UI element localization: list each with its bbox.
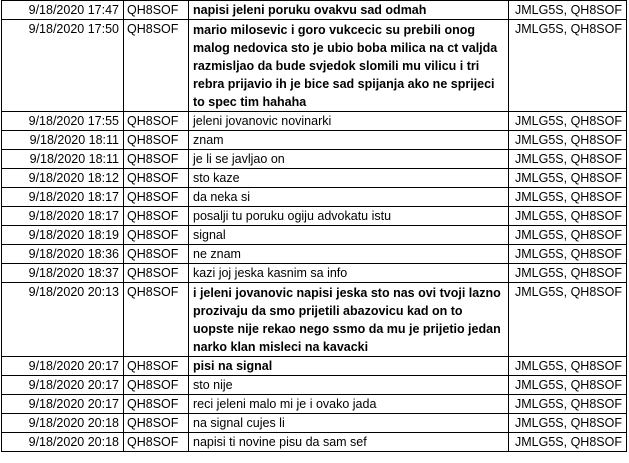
table-row: [2, 376, 627, 395]
message-cell: mario milosevic i goro vukcecic su prebili onog malog nedovica sto je ubio boba milica na ct valjda razmisljao da bude svjedok slomili mu vilicu i tri rebra prijavio ih je bice sad spijanja ako ne sprijeci to spec tim hahaha: [189, 20, 509, 112]
message-cell: sto kaze: [189, 169, 509, 188]
message-cell: posalji tu poruku ogiju advokatu istu: [189, 207, 509, 226]
recipients-cell: JMLG5S, QH8SOF: [509, 131, 627, 150]
recipients-cell: JMLG5S, QH8SOF: [509, 150, 627, 169]
table-row: [2, 283, 627, 357]
sender-cell: QH8SOF: [124, 20, 189, 112]
table-row: [2, 414, 627, 433]
recipients-cell: JMLG5S, QH8SOF: [509, 376, 627, 395]
table-row: [2, 245, 627, 264]
table-row: [2, 433, 627, 452]
timestamp-cell: 9/18/2020 20:18: [2, 433, 124, 452]
message-cell: kazi joj jeska kasnim sa info: [189, 264, 509, 283]
sender-cell: QH8SOF: [124, 245, 189, 264]
timestamp-cell: 9/18/2020 17:47: [2, 1, 124, 20]
table-row: [2, 395, 627, 414]
timestamp-cell: 9/18/2020 18:17: [2, 207, 124, 226]
sender-cell: QH8SOF: [124, 112, 189, 131]
timestamp-cell: 9/18/2020 17:55: [2, 112, 124, 131]
table-row: [2, 1, 627, 20]
sender-cell: QH8SOF: [124, 264, 189, 283]
sender-cell: QH8SOF: [124, 131, 189, 150]
recipients-cell: JMLG5S, QH8SOF: [509, 188, 627, 207]
recipients-cell: JMLG5S, QH8SOF: [509, 414, 627, 433]
sender-cell: QH8SOF: [124, 226, 189, 245]
timestamp-cell: 9/18/2020 18:11: [2, 131, 124, 150]
timestamp-cell: 9/18/2020 18:17: [2, 188, 124, 207]
timestamp-cell: 9/18/2020 17:50: [2, 20, 124, 112]
message-cell: sto nije: [189, 376, 509, 395]
timestamp-cell: 9/18/2020 20:17: [2, 395, 124, 414]
sender-cell: QH8SOF: [124, 283, 189, 357]
sender-cell: QH8SOF: [124, 169, 189, 188]
table-row: [2, 169, 627, 188]
table-row: [2, 207, 627, 226]
recipients-cell: JMLG5S, QH8SOF: [509, 112, 627, 131]
table-row: [2, 150, 627, 169]
message-log-table: [1, 0, 627, 452]
timestamp-cell: 9/18/2020 18:36: [2, 245, 124, 264]
table-row: [2, 264, 627, 283]
timestamp-cell: 9/18/2020 20:13: [2, 283, 124, 357]
sender-cell: QH8SOF: [124, 357, 189, 376]
timestamp-cell: 9/18/2020 20:17: [2, 376, 124, 395]
recipients-cell: JMLG5S, QH8SOF: [509, 207, 627, 226]
message-cell: napisi ti novine pisu da sam sef: [189, 433, 509, 452]
message-cell: znam: [189, 131, 509, 150]
timestamp-cell: 9/18/2020 18:12: [2, 169, 124, 188]
recipients-cell: JMLG5S, QH8SOF: [509, 357, 627, 376]
sender-cell: QH8SOF: [124, 207, 189, 226]
sender-cell: QH8SOF: [124, 188, 189, 207]
message-cell: signal: [189, 226, 509, 245]
recipients-cell: JMLG5S, QH8SOF: [509, 433, 627, 452]
sender-cell: QH8SOF: [124, 414, 189, 433]
table-row: [2, 226, 627, 245]
message-log-body: [2, 1, 627, 452]
message-cell: jeleni jovanovic novinarki: [189, 112, 509, 131]
sender-cell: QH8SOF: [124, 150, 189, 169]
table-row: [2, 112, 627, 131]
sender-cell: QH8SOF: [124, 376, 189, 395]
recipients-cell: JMLG5S, QH8SOF: [509, 264, 627, 283]
table-row: [2, 20, 627, 112]
sender-cell: QH8SOF: [124, 1, 189, 20]
table-row: [2, 357, 627, 376]
timestamp-cell: 9/18/2020 18:11: [2, 150, 124, 169]
sender-cell: QH8SOF: [124, 433, 189, 452]
table-row: [2, 131, 627, 150]
message-cell: je li se javljao on: [189, 150, 509, 169]
recipients-cell: JMLG5S, QH8SOF: [509, 283, 627, 357]
timestamp-cell: 9/18/2020 20:17: [2, 357, 124, 376]
recipients-cell: JMLG5S, QH8SOF: [509, 226, 627, 245]
recipients-cell: JMLG5S, QH8SOF: [509, 395, 627, 414]
timestamp-cell: 9/18/2020 18:37: [2, 264, 124, 283]
timestamp-cell: 9/18/2020 20:18: [2, 414, 124, 433]
recipients-cell: JMLG5S, QH8SOF: [509, 245, 627, 264]
message-cell: napisi jeleni poruku ovakvu sad odmah: [189, 1, 509, 20]
message-cell: i jeleni jovanovic napisi jeska sto nas ovi tvoji lazno prozivaju da smo prijetili abazovicu kad on to uopste nije rekao nego ssmo da mu je prijetio jedan narko klan misleci na kavacki: [189, 283, 509, 357]
sender-cell: QH8SOF: [124, 395, 189, 414]
message-cell: na signal cujes li: [189, 414, 509, 433]
table-row: [2, 188, 627, 207]
timestamp-cell: 9/18/2020 18:19: [2, 226, 124, 245]
message-cell: da neka si: [189, 188, 509, 207]
message-cell: reci jeleni malo mi je i ovako jada: [189, 395, 509, 414]
message-cell: ne znam: [189, 245, 509, 264]
message-cell: pisi na signal: [189, 357, 509, 376]
recipients-cell: JMLG5S, QH8SOF: [509, 20, 627, 112]
recipients-cell: JMLG5S, QH8SOF: [509, 169, 627, 188]
recipients-cell: JMLG5S, QH8SOF: [509, 1, 627, 20]
